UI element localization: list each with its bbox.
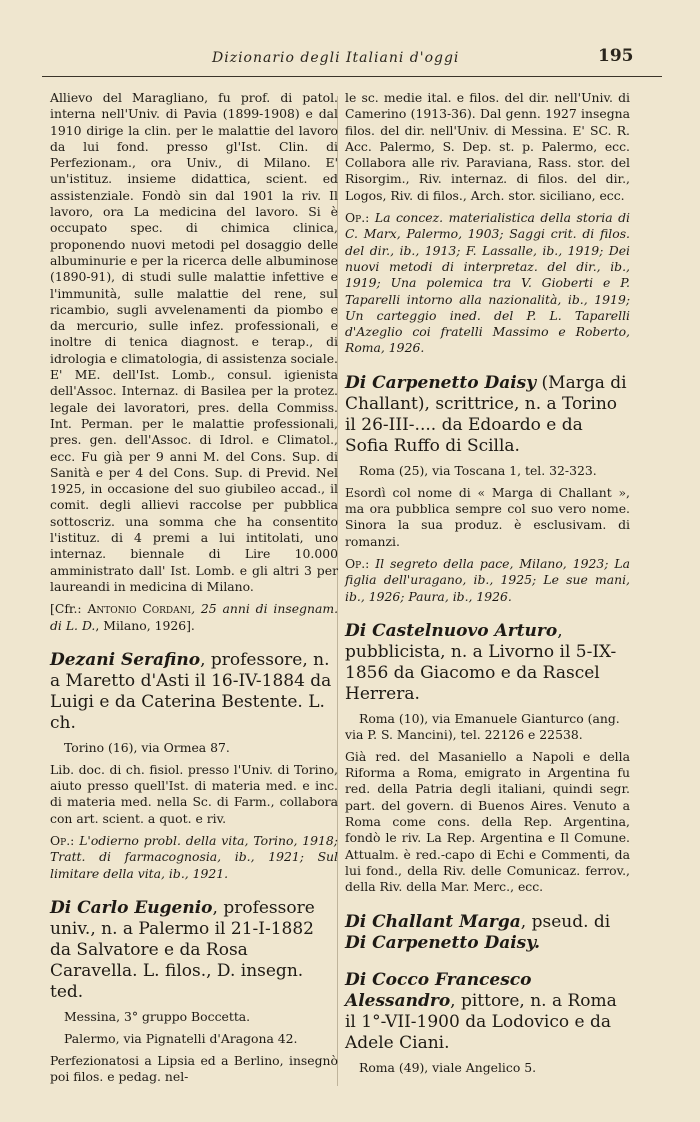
address-dezani: Torino (16), via Ormea 87.: [64, 739, 230, 755]
address-dicarpenetto: Roma (25), via Toscana 1, tel. 32-323.: [359, 462, 597, 478]
entry-name-dicastelnuovo: Di Castelnuovo Arturo: [345, 620, 558, 641]
entry-name-dicocco: Di Cocco Francesco Alessandro: [345, 969, 532, 1011]
body-dicarpenetto: Esordì col nome di « Marga di Challant », ma ora pubblica sempre col suo vero nome. Sinora la sua produz. è esclusivam. di romanzi.: [345, 484, 630, 549]
dicarlo-continuation: le sc. medie ital. e filos. del dir. nell'Univ. di Camerino (1913-36). Dal genn. 1927 insegna filos. del dir. nell'Univ. di Messina. E' SC. R. Acc. Palermo, S. Dep. st. p. Palermo, ecc. Collabora alle riv. Paraviana, Rass. stor. del Risorgim., Riv. internaz. di filos. del dir., Logos, Riv. di filos., Arch. stor. siciliano, ecc.: [345, 90, 630, 203]
op-list-dicarpenetto: Il segreto della pace, Milano, 1923; La figlia dell'uragano, ib., 1925; Le sue mani, ib., 1926; Paura, ib., 1926.: [345, 555, 630, 604]
left-column: [50, 90, 338, 1091]
right-column: [345, 90, 630, 1082]
address-dicarlo-messina: Messina, 3° gruppo Boccetta.: [64, 1008, 251, 1024]
running-header: Dizionario degli Italiani d'oggi: [212, 50, 460, 66]
works-dicarpenetto: [345, 556, 630, 605]
works-dezani: [50, 833, 338, 882]
op-label-dezani: Op.:: [50, 832, 80, 848]
entry-name-dicarpenetto: Di Carpenetto Daisy: [345, 372, 537, 393]
address-dicarlo-palermo: Palermo, via Pignatelli d'Aragona 42.: [64, 1030, 298, 1046]
works-dicarlo: [345, 210, 630, 357]
entry-heading-dezani: [50, 650, 338, 734]
address-dicastelnuovo: Roma (10), via Emanuele Gianturco (ang. via P. S. Mancini), tel. 22126 e 22538.: [345, 710, 620, 742]
op-list-dezani: L'odierno probl. della vita, Torino, 1918; Tratt. di farmacognosia, ib., 1921; Sul limitare della vita, ib., 1921.: [50, 832, 338, 881]
cfr-suffix: , Milano, 1926].: [95, 617, 195, 633]
cfr-author: Antonio Cordani: [87, 601, 192, 617]
entry-heading-dicarpenetto: [345, 373, 630, 457]
op-label-dicarpenetto: Op.:: [345, 555, 376, 571]
entry-name-dicarlo: Di Carlo Eugenio: [50, 897, 213, 918]
entry-title-dicocco: , pittore, n. a Roma il 1°-VII-1900 da Lodovico e da Adele Ciani.: [345, 990, 617, 1053]
entry-text-dichallant: , pseud. di: [520, 911, 611, 932]
entry-heading-dicocco: [345, 970, 630, 1054]
page-number: 195: [598, 46, 634, 66]
entry-title-dezani: , professore, n. a Maretto d'Asti il 16-IV-1884 da Luigi e da Caterina Bestente. L. ch.: [50, 649, 332, 733]
op-label-dicarlo: Op.:: [345, 210, 375, 226]
op-list-dicarlo: La concez. materialistica della storia di C. Marx, Palermo, 1903; Saggi crit. di filos. del dir., ib., 1913; F. Lassalle, ib., 1919; Dei nuovi metodi di interpretaz. del dir., ib., 1919; Una polemica tra V. Gioberti e P. Taparelli intorno alla nazionalità, ib., 1919; Un carteggio ined. del P. L. Taparelli d'Azeglio coi fratelli Massimo e Roberto, Roma, 1926.: [345, 210, 630, 356]
entry-heading-dichallant: [345, 912, 630, 954]
body-dicastelnuovo: Già red. del Masaniello a Napoli e della Riforma a Roma, emigrato in Argentina fu red. della Patria degli italiani, quindi segr. part. del govern. di Buenos Aires. Venuto a Roma come cons. della Rep. Argentina, fondò le riv. La Rep. Argentina e Il Comune. Attualm. è red.-capo di Echi e Commenti, da lui fond., della Riv. delle Comunicaz. ferrov., della Riv. della Mar. Merc., ecc.: [345, 748, 630, 895]
body-dezani: Lib. doc. di ch. fisiol. presso l'Univ. di Torino, aiuto presso quell'Ist. di materia med. e inc. di materia med. nella Sc. di Farm., collabora con art. scient. a quot. e riv.: [50, 761, 338, 826]
entry-name-dezani: Dezani Serafino: [50, 649, 201, 670]
maragliano-pupil-paragraph: Allievo del Maragliano, fu prof. di patol. interna nell'Univ. di Pavia (1899-1908) e dal 1910 dirige la clin. per le malattie del lavoro da lui fond. presso gl'Ist. Clin. di Perfezionam., ora Univ., di Milano. E' un'istituz. insieme didattica, scient. ed assistenziale. Fondò sin dal 1901 la riv. Il lavoro, ora La medicina del lavoro. Si è occupato spec. di chimica clinica, proponendo nuovi metodi pel dosaggio delle albuminurie e per la ricerca delle albuminose (1890-91), di studi sulle malattie infettive e l'immunità, sulle malattie del rene, sul ricambio, sugli avvelenamenti da piombo e da mercurio, sulle infez. professionali, e inoltre di tenica diagnost. e terap., di idrologia e climatologia, di assistenza sociale. E' ME. dell'Ist. Lomb., consul. igienista dell'Assoc. Internaz. di Basilea per la protez. legale dei lavoratori, pres. della Commiss. Int. Perman. per le malattie professionali, pres. gen. dell'Assoc. di Idrol. e Climatol., ecc. Fu già per 9 anni M. del Cons. Sup. di Sanità e per 4 del Cons. Sup. di Previd. Nel 1925, in occasione del suo giubileo accad., il comit. degli allievi raccolse per pubblica sottoscriz. una somma che ha consentito l'istituz. di 4 premi a lui intitolati, uno internaz. biennale di Lire 10.000 amministrato dall' Ist. Lomb. e gli altri 3 per laureandi in medicina di Milano.: [50, 90, 338, 594]
entry-name-dichallant: Di Challant Marga: [345, 911, 521, 932]
entry-title-dicarlo: , professore univ., n. a Palermo il 21-I-1882 da Salvatore e da Rosa Caravella. L. filos., D. insegn. ted.: [50, 897, 315, 1002]
entry-title-dicastelnuovo: , pubblicista, n. a Livorno il 5-IX-1856 da Giacomo e da Rascel Herrera.: [345, 620, 617, 704]
address-dicocco: Roma (49), viale Angelico 5.: [359, 1059, 537, 1075]
entry-title-dicarpenetto: (Marga di Challant), scrittrice, n. a Torino il 26-III-.... da Edoardo e da Sofia Ruffo di Scilla.: [345, 372, 627, 456]
cfr-reference: [50, 601, 338, 634]
body-dicarlo: Perfezionatosi a Lipsia ed a Berlino, insegnò poi filos. e pedag. nel-: [50, 1052, 338, 1085]
header-rule: [42, 76, 662, 77]
cfr-work: , 25 anni di insegnam. di L. D.: [50, 601, 339, 633]
entry-heading-dicarlo: [50, 898, 338, 1003]
entry-heading-dicastelnuovo: [345, 621, 630, 705]
cfr-prefix: [Cfr.:: [50, 601, 88, 617]
cross-reference-dichallant: Di Carpenetto Daisy.: [345, 932, 541, 953]
